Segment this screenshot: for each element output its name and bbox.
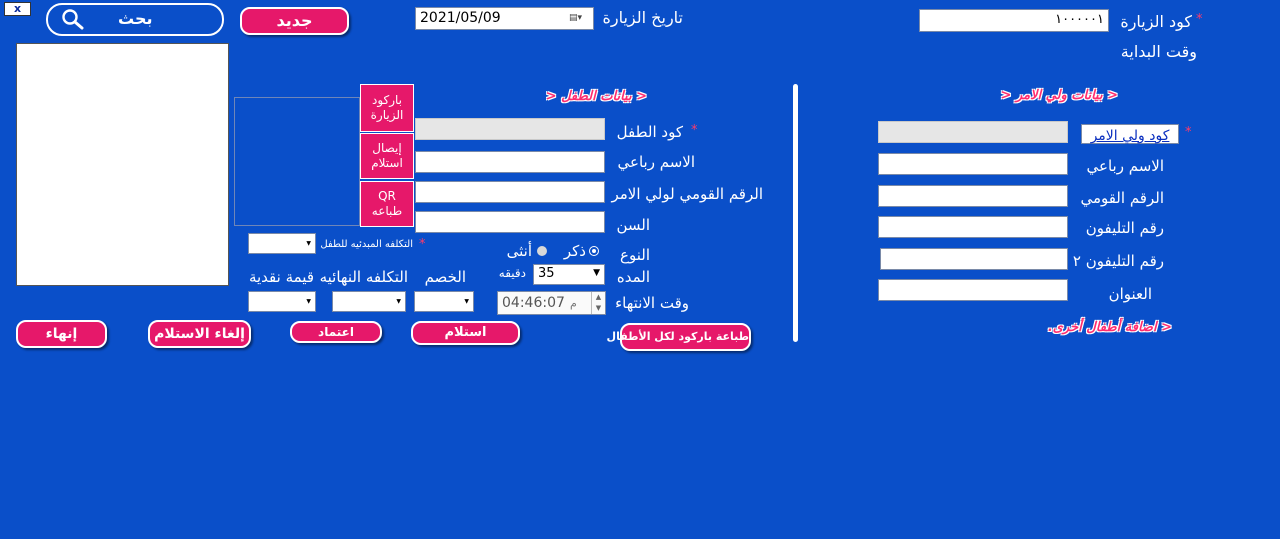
end-time-input[interactable]	[497, 291, 606, 315]
chevron-down-icon: ▼	[593, 268, 600, 278]
minute-label: دقيقه	[498, 266, 526, 280]
end-time-ampm: م	[570, 297, 577, 310]
cancel-receipt-button[interactable]	[148, 320, 251, 348]
guardian-national-id-text: الرقم القومي	[1080, 189, 1164, 207]
duration-label: المده	[616, 268, 650, 286]
visit-date-label: تاريخ الزيارة	[602, 8, 683, 27]
child-code-required-mark: *	[691, 123, 698, 138]
guardian-phone2-label: رقم التليفون ٢	[1072, 252, 1164, 270]
close-label: x	[13, 2, 22, 15]
new-button[interactable]	[240, 7, 349, 35]
chevron-down-icon: ▼	[464, 298, 469, 305]
time-spinner-icon: ▲ ▼	[591, 292, 605, 314]
guardian-section-title: < بيانات ولي الامر <	[1000, 88, 1118, 103]
chevron-down-icon: ▼	[396, 298, 401, 305]
add-children-link[interactable]: < اضافة أطفال أخرى.	[1047, 320, 1172, 335]
visit-code-required-mark: *	[1196, 12, 1203, 27]
end-time-value: 04:46:07	[502, 295, 565, 311]
calendar-dropdown-icon: ▤▾	[569, 13, 583, 23]
guardian-phone-input[interactable]	[878, 216, 1068, 238]
guardian-national-id-input[interactable]	[415, 181, 605, 203]
photo-panel	[16, 43, 229, 286]
finish-label: إنهاء	[45, 326, 78, 342]
receive-button[interactable]	[411, 321, 520, 345]
final-cost-select[interactable]	[332, 291, 406, 312]
qr-print-button[interactable]	[360, 181, 414, 227]
child-name-label: الاسم رباعي	[617, 153, 695, 171]
cost-required-mark: *	[419, 237, 426, 252]
guardian-phone-label: رقم التليفون	[1085, 219, 1164, 237]
initial-cost-select[interactable]	[248, 233, 316, 254]
child-age-input[interactable]	[415, 211, 605, 233]
visit-code-input[interactable]	[919, 9, 1109, 32]
end-time-label: وقت الانتهاء	[615, 294, 689, 312]
child-code-label: كود الطفل	[616, 123, 683, 141]
qr-preview-panel	[234, 97, 360, 226]
search-button[interactable]	[46, 3, 224, 36]
female-label: أنثى	[506, 242, 532, 260]
male-radio[interactable]	[589, 246, 599, 256]
child-section-title: < بيانات الطفل <	[545, 89, 647, 104]
child-code-input	[415, 118, 605, 140]
final-cost-label: التكلفه النهائيه	[319, 268, 408, 286]
male-label: ذكر	[563, 242, 586, 260]
duration-value: 35	[538, 266, 555, 281]
search-label: بحث	[118, 9, 153, 28]
start-time-label: وقت البداية	[1120, 42, 1197, 61]
print-barcode-all-button[interactable]	[606, 323, 751, 351]
section-divider	[793, 84, 798, 342]
chevron-down-icon: ▼	[306, 240, 311, 247]
visit-code-value: ١٠٠٠٠٠١	[1055, 12, 1104, 27]
receipt-label: إيصال استلام	[371, 141, 403, 170]
close-button[interactable]	[4, 2, 31, 16]
guardian-code-input	[878, 121, 1068, 143]
new-label: جديد	[276, 11, 313, 30]
approve-label: اعتماد	[318, 325, 354, 339]
print-barcode-all-label: طباعة باركود لكل الأطفال	[606, 330, 749, 343]
duration-select[interactable]	[533, 264, 605, 285]
approve-button[interactable]	[290, 321, 382, 343]
guardian-name-label: الاسم رباعي	[1086, 157, 1164, 175]
cancel-receipt-label: إلغاء الاستلام	[154, 326, 245, 342]
child-age-label: السن	[616, 216, 650, 234]
visit-code-label: كود الزيارة	[1120, 12, 1192, 31]
guardian-address-label: العنوان	[1108, 285, 1152, 303]
receive-label: استلام	[444, 325, 487, 340]
initial-cost-label: التكلفه المبدئيه للطفل	[320, 239, 413, 250]
guardian-code-link[interactable]	[1081, 124, 1179, 144]
qr-print-label: QR طباعه	[371, 189, 403, 218]
visit-barcode-button[interactable]	[360, 84, 414, 132]
chevron-down-icon: ▼	[306, 298, 311, 305]
cash-value-select[interactable]	[248, 291, 316, 312]
guardian-address-input[interactable]	[878, 279, 1068, 301]
gender-label: النوع	[620, 246, 650, 264]
guardian-code-label: كود ولي الامر	[1090, 128, 1170, 144]
child-name-input[interactable]	[415, 151, 605, 173]
guardian-code-required-mark: *	[1185, 125, 1192, 140]
male-radio-dot	[592, 249, 596, 253]
discount-select[interactable]	[414, 291, 474, 312]
cash-value-label: قيمة نقدية	[248, 268, 314, 286]
visit-date-value: 2021/05/09	[420, 10, 501, 26]
guardian-name-input[interactable]	[878, 153, 1068, 175]
search-icon	[60, 8, 86, 34]
guardian-national-id-field[interactable]	[878, 185, 1068, 207]
receipt-button[interactable]	[360, 133, 414, 179]
visit-date-input[interactable]	[415, 7, 594, 30]
finish-button[interactable]	[16, 320, 107, 348]
female-radio[interactable]	[537, 246, 547, 256]
visit-barcode-label: باركود الزيارة	[370, 93, 404, 122]
guardian-national-id-label: الرقم القومي لولي الامر	[611, 185, 763, 203]
discount-label: الخصم	[424, 268, 466, 286]
guardian-phone2-input[interactable]	[880, 248, 1068, 270]
